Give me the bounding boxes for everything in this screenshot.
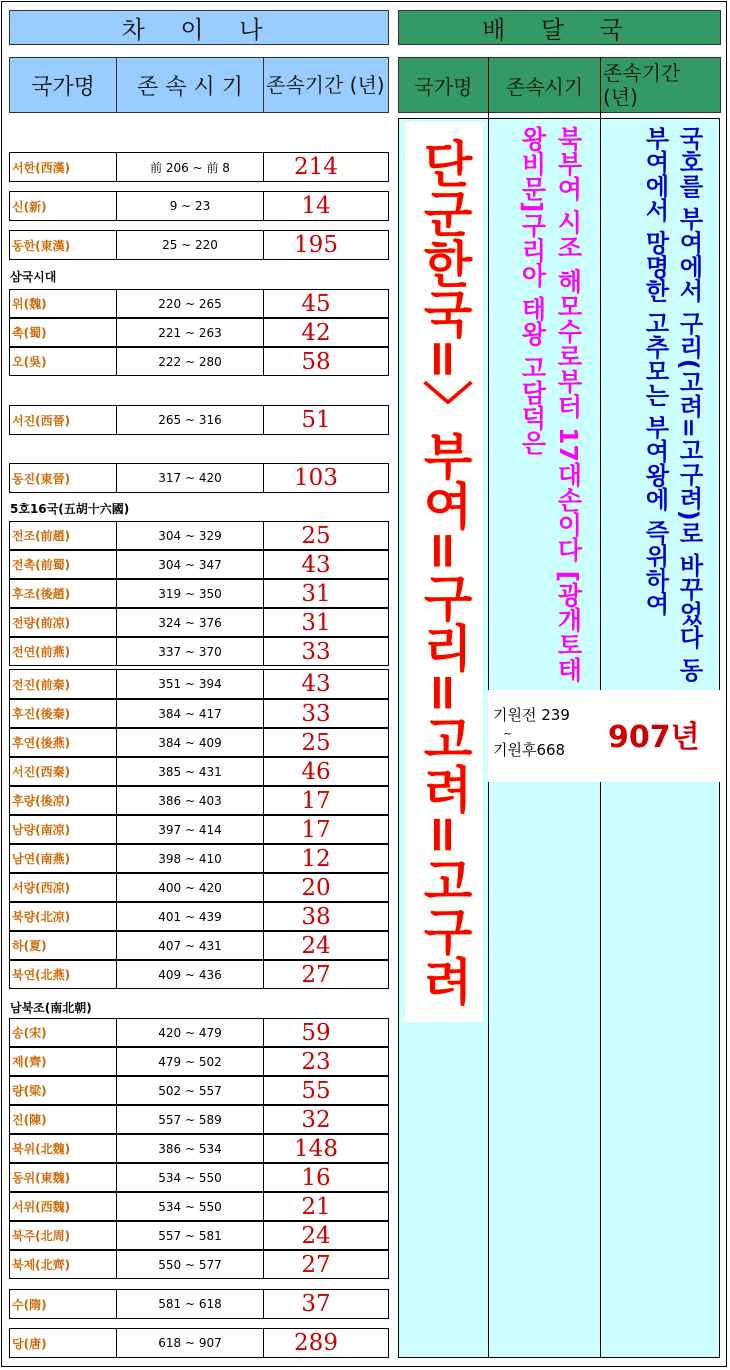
period: 557 ~ 581 (117, 1222, 264, 1249)
table-row (9, 191, 389, 221)
baedal-col-duration: 존속기간 (년) (603, 61, 681, 109)
duration-years: 55 (301, 1077, 331, 1104)
baedal-total-duration: 907년 (608, 720, 700, 755)
table-row (9, 521, 389, 550)
table-row (9, 699, 389, 728)
table-row (9, 608, 389, 637)
table-row (9, 931, 389, 960)
table-row (9, 1076, 389, 1105)
country-name: 전진(前秦) (10, 670, 117, 698)
table-row (9, 463, 389, 493)
duration-years: 148 (294, 1135, 338, 1162)
duration-years: 17 (301, 787, 331, 814)
name-change-text: 국호를 부여에서 구리(고려=고구려)로 바꾸었다 동부여에서 망명한 고추모는 부여왕에 즉위하여 (641, 126, 703, 682)
duration-years: 24 (301, 932, 331, 959)
table-row (9, 1105, 389, 1134)
table-row (9, 289, 389, 318)
period: 220 ~ 265 (117, 290, 264, 317)
country-name: 수(隋) (10, 1290, 117, 1318)
period: 265 ~ 316 (117, 406, 264, 434)
baedal-title: 배 달 국 (482, 16, 637, 44)
baedal-col-period: 존속시기 (489, 58, 601, 112)
table-row (9, 230, 389, 260)
duration-years: 46 (301, 758, 331, 785)
table-row (9, 1192, 389, 1221)
country-name: 동한(東漢) (10, 231, 117, 259)
table-row (9, 815, 389, 844)
baedal-title-header (398, 10, 721, 45)
period: 618 ~ 907 (117, 1329, 264, 1357)
duration-years: 214 (294, 154, 338, 180)
country-name: 서위(西魏) (10, 1193, 117, 1220)
country-name: 전촉(前蜀) (10, 551, 117, 578)
country-name: 신(新) (10, 192, 117, 220)
period: 317 ~ 420 (117, 464, 264, 492)
table-row (9, 1163, 389, 1192)
period: 409 ~ 436 (117, 961, 264, 988)
duration-years: 14 (301, 193, 331, 219)
table-row (9, 1250, 389, 1279)
table-row (9, 637, 389, 666)
period: 337 ~ 370 (117, 638, 264, 665)
country-name: 하(夏) (10, 932, 117, 959)
country-name: 남량(南凉) (10, 816, 117, 843)
duration-years: 32 (301, 1106, 331, 1133)
country-name: 후조(後趙) (10, 580, 117, 607)
country-name: 위(魏) (10, 290, 117, 317)
baedal-period-start: 기원전 239 (493, 706, 570, 724)
country-name: 오(吳) (10, 348, 117, 375)
country-name: 전량(前凉) (10, 609, 117, 636)
duration-years: 33 (301, 638, 331, 665)
duration-years: 24 (301, 1222, 331, 1249)
duration-years: 23 (301, 1048, 331, 1075)
period: 397 ~ 414 (117, 816, 264, 843)
table-row (9, 1328, 389, 1358)
period: 386 ~ 403 (117, 787, 264, 814)
table-row (9, 1134, 389, 1163)
table-row (9, 152, 389, 182)
period: 502 ~ 557 (117, 1077, 264, 1104)
table-row (9, 728, 389, 757)
duration-years: 27 (301, 961, 331, 988)
country-name: 제(齊) (10, 1048, 117, 1075)
period: 534 ~ 550 (117, 1164, 264, 1191)
table-row (9, 786, 389, 815)
table-row (9, 1018, 389, 1047)
baedal-column-header (398, 57, 721, 113)
country-name: 서진(西秦) (10, 758, 117, 785)
table-row (9, 960, 389, 989)
baedal-period-end: 기원후668 (493, 741, 566, 759)
china-title-header (9, 10, 389, 45)
period: 401 ~ 439 (117, 903, 264, 930)
table-row (9, 405, 389, 435)
duration-years: 12 (301, 845, 331, 872)
country-name: 동진(東晉) (10, 464, 117, 492)
country-name: 송(宋) (10, 1019, 117, 1046)
period: 384 ~ 409 (117, 729, 264, 756)
period: 304 ~ 347 (117, 551, 264, 578)
country-name: 후진(後秦) (10, 700, 117, 727)
duration-years: 59 (301, 1019, 331, 1046)
baedal-period-tilde: ~ (503, 727, 513, 740)
dangun-lineage-text: 단군한국=〉부여=구리=고려=고구려 (405, 122, 483, 1022)
duration-years: 17 (301, 816, 331, 843)
duration-years: 31 (301, 580, 331, 607)
duration-years: 25 (301, 729, 331, 756)
duration-years: 58 (301, 348, 331, 375)
period: 407 ~ 431 (117, 932, 264, 959)
duration-years: 21 (301, 1193, 331, 1220)
country-name: 진(陳) (10, 1106, 117, 1133)
table-row (9, 1289, 389, 1319)
duration-years: 289 (294, 1330, 338, 1356)
country-name: 서진(西晉) (10, 406, 117, 434)
table-row (9, 1221, 389, 1250)
table-row (9, 757, 389, 786)
country-name: 북량(北凉) (10, 903, 117, 930)
country-name: 북주(北周) (10, 1222, 117, 1249)
period: 25 ~ 220 (117, 231, 264, 259)
country-name: 서한(西漢) (10, 153, 117, 181)
country-name: 촉(蜀) (10, 319, 117, 346)
china-col-name: 국가명 (10, 58, 117, 112)
duration-years: 25 (301, 522, 331, 549)
duration-years: 195 (294, 232, 338, 258)
country-name: 동위(東魏) (10, 1164, 117, 1191)
period: 324 ~ 376 (117, 609, 264, 636)
period: 557 ~ 589 (117, 1106, 264, 1133)
period: 479 ~ 502 (117, 1048, 264, 1075)
baedal-col-name: 국가명 (399, 58, 489, 112)
period: 398 ~ 410 (117, 845, 264, 872)
duration-years: 43 (301, 671, 331, 697)
country-name: 량(梁) (10, 1077, 117, 1104)
group-three-kingdoms: 삼국시대 (10, 270, 57, 284)
country-name: 후량(後凉) (10, 787, 117, 814)
duration-years: 51 (301, 407, 331, 433)
table-row (9, 844, 389, 873)
china-title: 차 이 나 (121, 16, 277, 44)
period: 385 ~ 431 (117, 758, 264, 785)
duration-years: 43 (301, 551, 331, 578)
period: 400 ~ 420 (117, 874, 264, 901)
period: 221 ~ 263 (117, 319, 264, 346)
table-row (9, 669, 389, 699)
founder-text: 북부여 시조 해모수로부터 17대손이다 [광개토태왕비문]구리아 태왕 고담덕은 (518, 126, 583, 683)
table-row (9, 1047, 389, 1076)
period: 534 ~ 550 (117, 1193, 264, 1220)
country-name: 북위(北魏) (10, 1135, 117, 1162)
duration-years: 103 (294, 465, 338, 491)
period: 581 ~ 618 (117, 1290, 264, 1318)
china-column-header (9, 57, 389, 113)
country-name: 서량(西凉) (10, 874, 117, 901)
period: 351 ~ 394 (117, 670, 264, 698)
period: 420 ~ 479 (117, 1019, 264, 1046)
china-col-duration: 존속기간 (년) (266, 73, 385, 97)
duration-years: 16 (301, 1164, 331, 1191)
country-name: 북연(北燕) (10, 961, 117, 988)
duration-years: 27 (301, 1251, 331, 1278)
period: 319 ~ 350 (117, 580, 264, 607)
duration-years: 37 (301, 1291, 331, 1317)
country-name: 남연(南燕) (10, 845, 117, 872)
duration-years: 45 (301, 290, 331, 317)
table-row (9, 873, 389, 902)
period: 384 ~ 417 (117, 700, 264, 727)
duration-years: 38 (301, 903, 331, 930)
duration-years: 33 (301, 700, 331, 727)
group-north-south: 남북조(南北朝) (10, 1001, 92, 1015)
country-name: 북제(北齊) (10, 1251, 117, 1278)
table-row (9, 318, 389, 347)
country-name: 전연(前燕) (10, 638, 117, 665)
country-name: 후연(後燕) (10, 729, 117, 756)
period: 386 ~ 534 (117, 1135, 264, 1162)
table-row (9, 550, 389, 579)
period: 前 206 ~ 前 8 (117, 153, 264, 181)
country-name: 전조(前趙) (10, 522, 117, 549)
duration-years: 42 (301, 319, 331, 346)
table-row (9, 579, 389, 608)
duration-years: 31 (301, 609, 331, 636)
country-name: 당(唐) (10, 1329, 117, 1357)
group-sixteen-kingdoms: 5호16국(五胡十六國) (10, 502, 130, 516)
duration-years: 20 (301, 874, 331, 901)
table-row (9, 902, 389, 931)
china-col-period: 존 속 시 기 (117, 58, 264, 112)
table-row (9, 347, 389, 376)
period: 222 ~ 280 (117, 348, 264, 375)
period: 9 ~ 23 (117, 192, 264, 220)
period: 304 ~ 329 (117, 522, 264, 549)
period: 550 ~ 577 (117, 1251, 264, 1278)
